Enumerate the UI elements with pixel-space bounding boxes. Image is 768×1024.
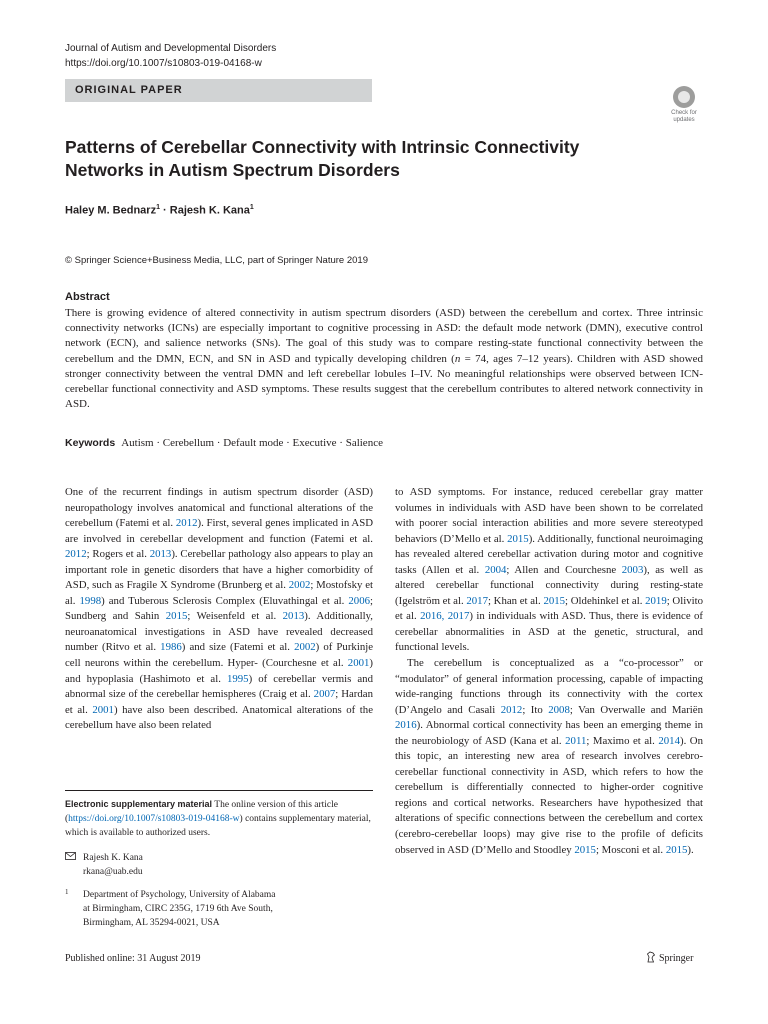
body-text: ). Abnormal cortical connectivity has been an emerging theme in the neurobiology of ASD (Kana et al. [395, 719, 703, 747]
abstract-heading: Abstract [65, 291, 110, 303]
footnote-divider [65, 790, 373, 791]
body-text: ) and hypoplasia (Hashimoto et al. [65, 657, 373, 685]
esm-text: ) contains supplementary material, which is available to authorized users. [65, 814, 371, 838]
citation-link[interactable]: 2013 [149, 548, 172, 561]
citation-link[interactable]: 2007 [313, 688, 336, 701]
body-text: ; Allen and Courchesne [506, 563, 622, 576]
badge-line-2: updates [673, 117, 695, 123]
body-text: ; Maximo et al. [586, 734, 659, 747]
springer-horse-icon [646, 951, 656, 963]
citation-link[interactable]: 2012 [500, 703, 523, 716]
published-date: Published online: 31 August 2019 [65, 953, 201, 964]
citation-link[interactable]: 1995 [226, 672, 249, 685]
citation-link[interactable]: 1986 [160, 641, 182, 654]
body-text: ). Cerebellar pathology also appears to play an important role in genetic disorders that have a higher comorbidity of ASD, such as Fragile X Syndrome (Brunberg et al. [65, 548, 374, 592]
citation-link[interactable]: 2014 [658, 734, 680, 747]
body-paragraph [395, 656, 703, 858]
corresponding-author-name: Rajesh K. Kana [83, 853, 143, 863]
keywords-label: Keywords [65, 437, 116, 449]
citation-link[interactable]: 2013 [282, 610, 305, 623]
citation-link[interactable]: 2015 [574, 843, 596, 856]
check-for-updates-badge[interactable] [666, 86, 702, 124]
body-text: ; Sundberg and Sahin [65, 594, 373, 623]
affiliation-line: at Birmingham, CIRC 235G, 1719 6th Ave South, [83, 904, 273, 914]
body-text: ; Olivito et al. [395, 594, 704, 623]
body-text: ). Additionally, functional neuroimaging has revealed altered cerebellar activation during motor and cognitive tasks (Allen et al. [395, 532, 703, 576]
body-text: ). On this topic, an interesting new area of research involves cerebro-cerebellar functional connectivity in ASD, which refers to how the cerebellum is differentially connected to higher-order cognitive regions and cortical networks. Researchers have hypothesized that alterations of specific connections between the cerebellum and cortex (cerebro-cerebellar loops) may give rise to the profile of deficits observed in ASD (D’Mello and Stoodley [395, 734, 703, 856]
abstract-text [65, 306, 703, 412]
correspondence [65, 851, 373, 879]
article-type-banner: ORIGINAL PAPER [65, 79, 372, 102]
body-text: ; Rogers et al. [86, 548, 150, 561]
supplementary-material-note [65, 797, 373, 840]
body-text: ; Mosconi et al. [595, 843, 666, 856]
citation-link[interactable]: 2004 [484, 563, 507, 576]
citation-link[interactable]: 2015 [665, 843, 688, 856]
body-column-left [65, 485, 373, 734]
citation-link[interactable]: 2017 [466, 594, 488, 607]
body-paragraph [395, 485, 703, 656]
author-affiliation-number: 1 [156, 204, 160, 211]
abstract-text-part: = 74, ages 7–12 years). Children with ASD showed stronger connectivity between the ventral DMN and left cerebellar lobules I–IV. No meaningful relationships were observed between ICN-cerebellar functional connectivity and ASD symptoms. These results suggest that the cerebellum contributes to altered network connectivity in ASD. [65, 352, 703, 411]
author-name[interactable]: Rajesh K. Kana [169, 204, 250, 217]
journal-header [65, 41, 276, 71]
citation-link[interactable]: 2015 [507, 532, 529, 545]
author-name[interactable]: Haley M. Bednarz [65, 204, 157, 217]
body-text: to ASD symptoms. For instance, reduced cerebellar gray matter volumes in individuals with ASD have been shown to be correlated with poorer social interaction abilities and more severe stereotyped behaviors (D’Mello et al. [395, 486, 703, 545]
esm-label: Electronic supplementary material [65, 799, 213, 809]
body-text: ) and size (Fatemi et al. [181, 641, 295, 654]
esm-link[interactable]: https://doi.org/10.1007/s10803-019-04168-w [68, 814, 240, 824]
citation-link[interactable]: 2015 [543, 594, 566, 607]
citation-link[interactable]: 2016, 2017 [420, 610, 470, 623]
affiliation-line: Department of Psychology, University of Alabama [83, 890, 276, 900]
esm-text: The online version of this article ( [65, 800, 338, 824]
body-column-right [395, 485, 703, 858]
check-for-updates-icon [673, 86, 695, 108]
abstract-text-part: There is growing evidence of altered connectivity in autism spectrum disorders (ASD) between the cerebellum and cortex. Three intrinsic connectivity networks (ICNs) are especially important to cognitive processing in ASD: the default mode network (DMN), executive control network (ECN), and salience networks (SNs). The goal of this study was to compare resting-state functional connectivity between the cerebellum and the DMN, ECN, and SN in ASD and typically developing children ( [65, 307, 703, 365]
body-text: ; Mostofsky et al. [65, 579, 373, 607]
citation-link[interactable]: 2012 [175, 517, 198, 530]
citation-link[interactable]: 2016 [395, 719, 417, 732]
body-text: ; Van Overwalle and Mariën [569, 703, 704, 716]
body-text: ) of Purkinje cell neurons within the cerebellum. Hyper- (Courchesne et al. [65, 641, 374, 670]
body-text: ; Ito [522, 703, 549, 716]
body-text: ) and Tuberous Sclerosis Complex (Eluvathingal et al. [101, 594, 349, 607]
body-paragraph [65, 485, 373, 734]
body-text: ; Weisenfeld et al. [187, 610, 283, 623]
body-text: ; Hardan et al. [65, 688, 373, 716]
citation-link[interactable]: 2001 [347, 657, 370, 670]
citation-link[interactable]: 2012 [65, 548, 87, 561]
journal-doi[interactable]: https://doi.org/10.1007/s10803-019-04168-w [65, 58, 262, 69]
body-text: ) in individuals with ASD. Thus, there is evidence of cerebellar abnormalities in ASD at the genetic, structural, and functional levels. [395, 610, 703, 654]
citation-link[interactable]: 2002 [288, 579, 311, 592]
author-affiliation-number: 1 [249, 204, 254, 211]
affiliation-number: 1 [65, 888, 69, 896]
body-text: ; Oldehinkel et al. [565, 594, 646, 607]
keywords [65, 437, 383, 449]
abstract-n-symbol: n [454, 352, 461, 365]
body-text: One of the recurrent findings in autism spectrum disorder (ASD) neuropathology involves anatomical and functional alterations of the cerebellum (Fatemi et al. [65, 486, 373, 530]
affiliation-line: Birmingham, AL 35294-0021, USA [83, 918, 220, 928]
publisher-name: Springer [659, 953, 694, 964]
citation-link[interactable]: 2015 [165, 610, 188, 623]
paper-title: Patterns of Cerebellar Connectivity with Intrinsic Connectivity Networks in Autism Spectrum Disorders [65, 137, 580, 180]
body-text: The cerebellum is conceptualized as a “co-processor” or “modulator” of general information processing, capable of impacting wide-ranging functions through its connectivity with the cortex (D’Angelo and Casali [395, 657, 703, 716]
keywords-list: Autism · Cerebellum · Default mode · Executive · Salience [121, 437, 383, 449]
citation-link[interactable]: 2019 [645, 594, 667, 607]
author-list [65, 204, 254, 217]
journal-name: Journal of Autism and Developmental Disorders [65, 43, 277, 54]
body-text: ; Khan et al. [487, 594, 544, 607]
body-text: ). Additionally, neuroanatomical investigations in ASD have revealed decreased number (Ritvo et al. [65, 610, 373, 654]
affiliation [65, 888, 373, 930]
corresponding-author-email[interactable]: rkana@uab.edu [83, 867, 143, 877]
body-text: ), as well as altered cerebellar functional connectivity during resting-state (Igelström et al. [395, 563, 703, 607]
citation-link[interactable]: 2003 [621, 563, 644, 576]
citation-link[interactable]: 2006 [348, 594, 370, 607]
citation-link[interactable]: 2002 [294, 641, 316, 654]
badge-line-1: Check for [671, 110, 697, 116]
publisher-logo [646, 951, 693, 964]
body-text: ) of cerebellar vermis and abnormal size of the cerebellar hemispheres (Craig et al. [65, 672, 373, 701]
citation-link[interactable]: 2001 [92, 703, 114, 716]
body-text: ). [687, 843, 694, 856]
citation-link[interactable]: 2011 [565, 734, 587, 747]
copyright-line: © Springer Science+Business Media, LLC, part of Springer Nature 2019 [65, 255, 368, 266]
citation-link[interactable]: 2008 [548, 703, 570, 716]
citation-link[interactable]: 1998 [79, 594, 102, 607]
author-separator: · [160, 204, 170, 217]
envelope-icon [65, 851, 83, 865]
body-text: ) have also been described. Anatomical alterations of the cerebellum have also been related [65, 703, 373, 732]
body-text: ). First, several genes implicated in ASD are involved in cerebellar development and function (Fatemi et al. [65, 517, 373, 545]
